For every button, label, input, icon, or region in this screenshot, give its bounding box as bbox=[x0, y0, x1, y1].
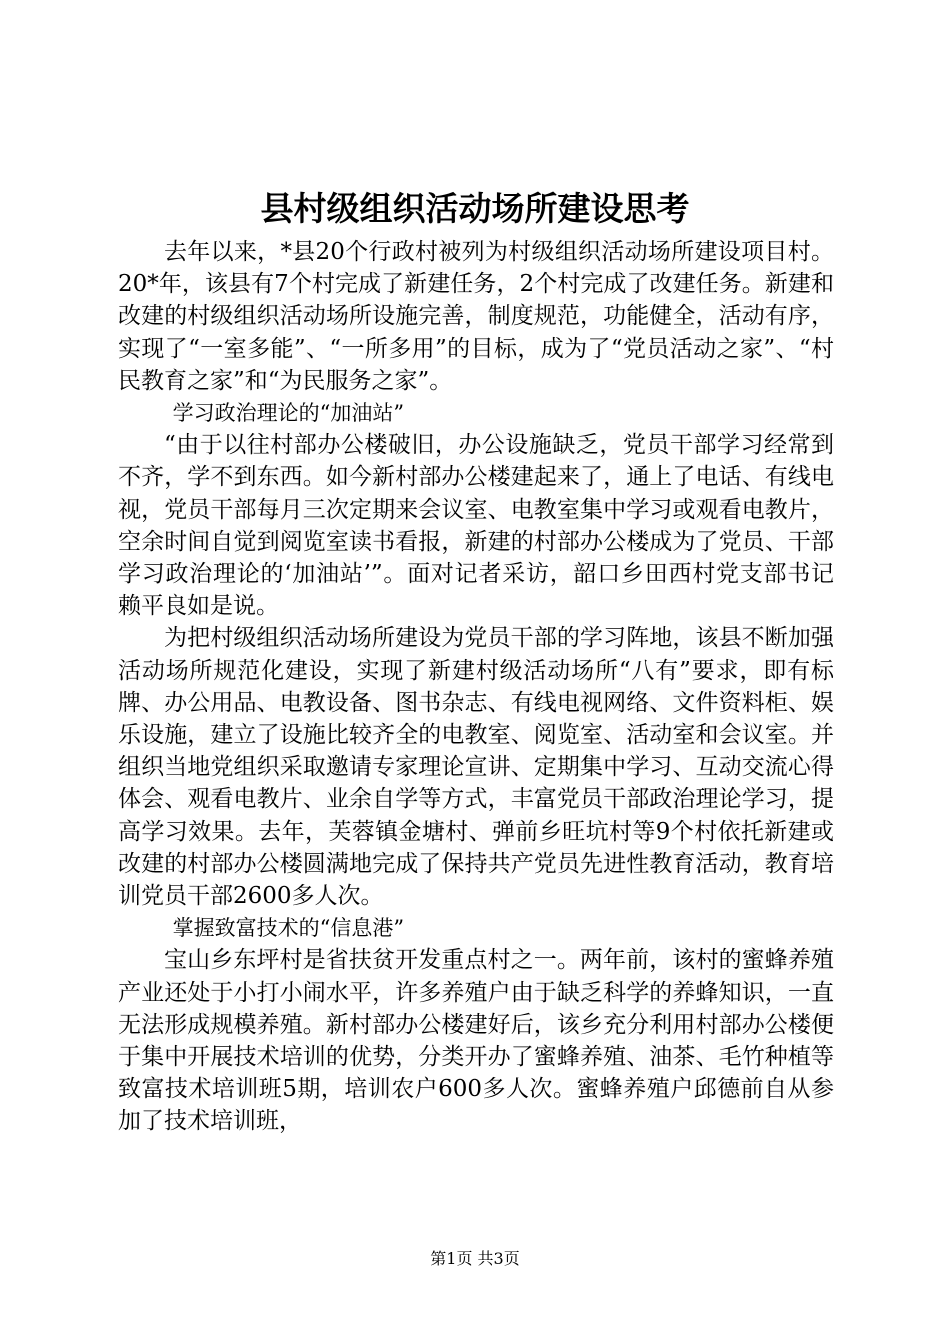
paragraph-baoshan: 宝山乡东坪村是省扶贫开发重点村之一。两年前，该村的蜜蜂养殖产业还处于小打小闹水平，许多养殖户由于缺乏科学的养蜂知识，一直无法形成规模养殖。新村部办公楼建好后，该乡充分利用村部办公楼便于集中开展技术培训的优势，分类开办了蜜蜂养殖、油茶、毛竹种植等致富技术培训班5期，培训农户600多人次。蜜蜂养殖户邱德前自从参加了技术培训班， bbox=[118, 947, 834, 1135]
paragraph-construction: 为把村级组织活动场所建设为党员干部的学习阵地，该县不断加强活动场所规范化建设，实现了新建村级活动场所“八有”要求，即有标牌、办公用品、电教设备、图书杂志、有线电视网络、文件资料柜、娱乐设施，建立了设施比较齐全的电教室、阅览室、活动室和会议室。并组织当地党组织采取邀请专家理论宣讲、定期集中学习、互动交流心得体会、观看电教片、业余自学等方式，丰富党员干部政治理论学习，提高学习效果。去年，芙蓉镇金塘村、弹前乡旺坑村等9个村依托新建或改建的村部办公楼圆满地完成了保持共产党员先进性教育活动，教育培训党员干部2600多人次。 bbox=[118, 625, 834, 910]
document-body bbox=[118, 236, 834, 1138]
section-heading-study: 学习政治理论的“加油站” bbox=[172, 401, 405, 426]
section-heading-tech: 掌握致富技术的“信息港” bbox=[172, 916, 405, 941]
paragraph-intro: 去年以来，*县20个行政村被列为村级组织活动场所建设项目村。20*年，该县有7个村完成了新建任务，2个村完成了改建任务。新建和改建的村级组织活动场所设施完善，制度规范，功能健全，活动有序，实现了“一室多能”、“一所多用”的目标，成为了“党员活动之家”、“村民教育之家”和“为民服务之家”。 bbox=[118, 239, 834, 394]
document-title: 县村级组织活动场所建设思考 bbox=[260, 189, 690, 228]
paragraph-quote: “由于以往村部办公楼破旧，办公设施缺乏，党员干部学习经常到不齐，学不到东西。如今新村部办公楼建起来了，通上了电话、有线电视，党员干部每月三次定期来会议室、电教室集中学习或观看电教片，空余时间自觉到阅览室读书看报，新建的村部办公楼成为了党员、干部学习政治理论的‘加油站’”。面对记者采访，韶口乡田西村党支部书记赖平良如是说。 bbox=[118, 432, 834, 620]
page-number-footer: 第1页 共3页 bbox=[430, 1249, 520, 1268]
